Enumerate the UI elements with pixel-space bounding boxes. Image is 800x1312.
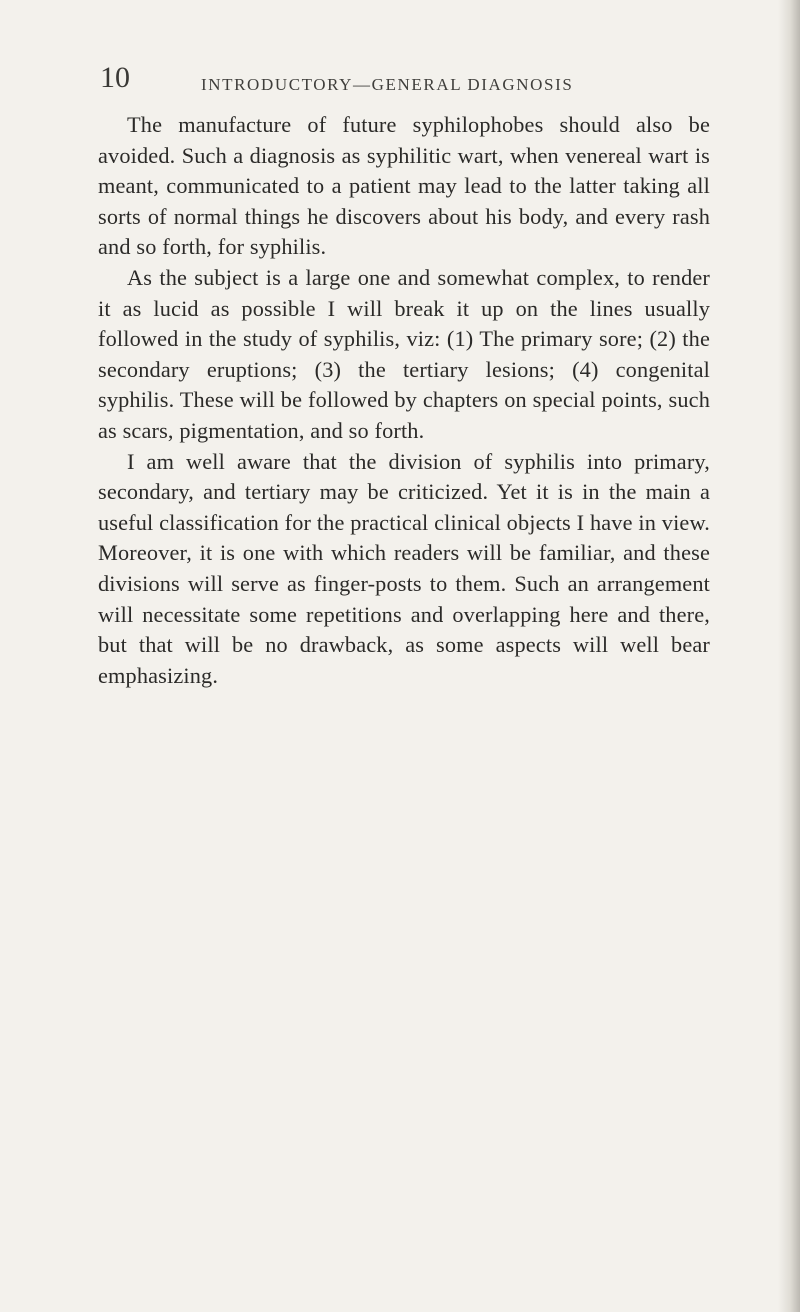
- running-title: INTRODUCTORY—GENERAL DIAGNOSIS: [201, 75, 574, 94]
- page-number: 10: [100, 61, 130, 94]
- body-text: [98, 110, 710, 691]
- paragraph-subject-outline: As the subject is a large one and somewhat complex, to render it as lucid as possible I will break it up on the lines usually followed in the study of syphilis, viz: (1) The primary sore; (2) the secondary eruptions; (3) the tertiary lesions; (4) congenital syphilis. These will be followed by chapters on special points, such as scars, pigmentation, and so forth.: [98, 264, 710, 443]
- paragraph-classification: I am well aware that the division of syphilis into primary, secondary, and tertiary may be criticized. Yet it is in the main a useful classification for the practical clinical objects I have in view. Moreover, it is one with which readers will be familiar, and these divisions will serve as finger-posts to them. Such an arrangement will necessitate some repetitions and overlapping here and there, but that will be no drawback, as some aspects will well bear emphasizing.: [98, 448, 710, 688]
- paragraph-syphilophobes: The manufacture of future syphilophobes should also be avoided. Such a diagnosis as syphilitic wart, when venereal wart is meant, communicated to a patient may lead to the latter taking all sorts of normal things he discovers about his body, and every rash and so forth, for syphilis.: [98, 112, 710, 260]
- page-edge-shadow: [778, 0, 800, 1312]
- running-head: [100, 62, 640, 102]
